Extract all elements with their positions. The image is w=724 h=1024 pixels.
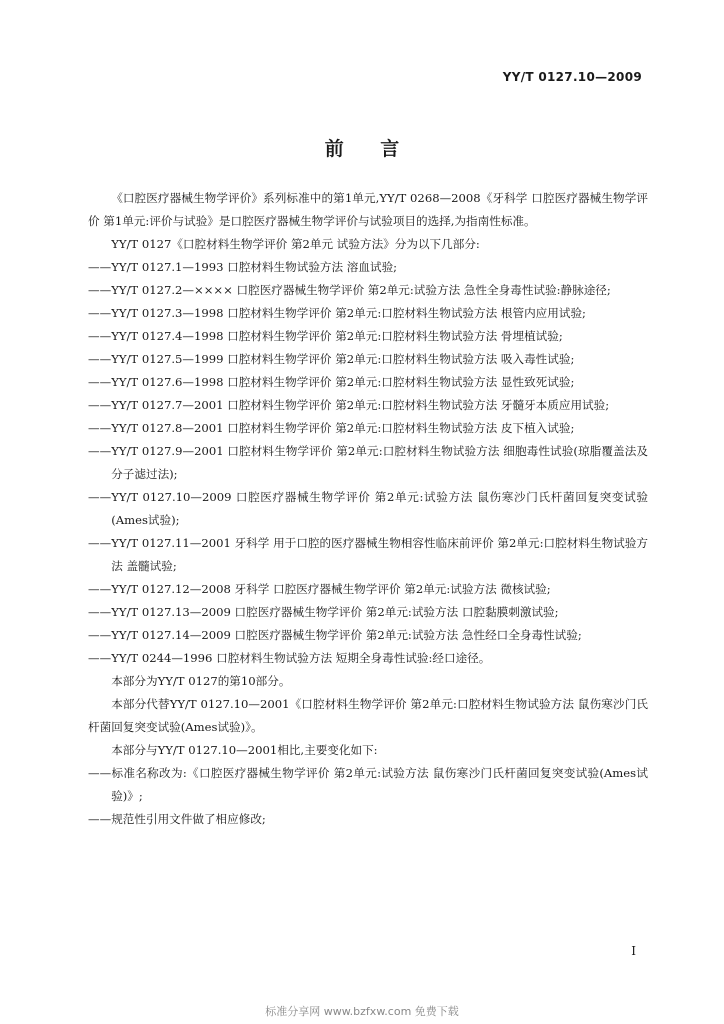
list-item: ——YY/T 0127.1—1993 口腔材料生物试验方法 溶血试验; [88,260,398,274]
closing-paragraph-3: 本部分与YY/T 0127.10—2001相比,主要变化如下: [111,743,378,757]
list-item: ——YY/T 0127.12—2008 牙科学 口腔医疗器械生物学评价 第2单元:试验方法 微核试验; [88,582,551,596]
intro-paragraph-1: 《口腔医疗器械生物学评价》系列标准中的第1单元,YY/T 0268—2008《牙科学 口腔医疗器械生物学评价 第1单元:评价与试验》是口腔医疗器械生物学评价与试验项目的选择,为指南性标准。 [88,191,648,228]
parts-list [88,256,648,670]
list-item: ——YY/T 0127.6—1998 口腔材料生物学评价 第2单元:口腔材料生物试验方法 显性致死试验; [88,375,575,389]
list-item: ——YY/T 0127.2—×××× 口腔医疗器械生物学评价 第2单元:试验方法 急性全身毒性试验:静脉途径; [88,283,611,297]
list-item: ——YY/T 0127.14—2009 口腔医疗器械生物学评价 第2单元:试验方法 急性经口全身毒性试验; [88,628,582,642]
list-item: ——YY/T 0244—1996 口腔材料生物试验方法 短期全身毒性试验:经口途径。 [88,651,491,665]
list-item: ——YY/T 0127.7—2001 口腔材料生物学评价 第2单元:口腔材料生物试验方法 牙髓牙本质应用试验; [88,398,610,412]
standard-code: YY/T 0127.10—2009 [502,70,642,84]
list-item: ——YY/T 0127.11—2001 牙科学 用于口腔的医疗器械生物相容性临床前评价 第2单元:口腔材料生物试验方法 盖髓试验; [88,536,648,573]
list-item: ——YY/T 0127.3—1998 口腔材料生物学评价 第2单元:口腔材料生物试验方法 根管内应用试验; [88,306,586,320]
page-number: I [631,944,636,958]
list-item: ——YY/T 0127.9—2001 口腔材料生物学评价 第2单元:口腔材料生物试验方法 细胞毒性试验(琼脂覆盖法及分子滤过法); [88,444,648,481]
list-item: ——YY/T 0127.10—2009 口腔医疗器械生物学评价 第2单元:试验方法 鼠伤寒沙门氏杆菌回复突变试验(Ames试验); [88,490,648,527]
closing-paragraph-2: 本部分代替YY/T 0127.10—2001《口腔材料生物学评价 第2单元:口腔材料生物试验方法 鼠伤寒沙门氏杆菌回复突变试验(Ames试验)》。 [88,697,648,734]
list-item: ——YY/T 0127.4—1998 口腔材料生物学评价 第2单元:口腔材料生物试验方法 骨埋植试验; [88,329,563,343]
intro-paragraph-2: YY/T 0127《口腔材料生物学评价 第2单元 试验方法》分为以下几部分: [111,237,480,251]
list-item: ——YY/T 0127.8—2001 口腔材料生物学评价 第2单元:口腔材料生物试验方法 皮下植入试验; [88,421,575,435]
list-item: ——标准名称改为:《口腔医疗器械生物学评价 第2单元:试验方法 鼠伤寒沙门氏杆菌回复突变试验(Ames试验)》; [88,766,648,803]
watermark-footer: 标准分享网 www.bzfxw.com 免费下载 [265,1005,459,1018]
list-item: ——YY/T 0127.13—2009 口腔医疗器械生物学评价 第2单元:试验方法 口腔黏膜刺激试验; [88,605,559,619]
page-title: 前 言 [324,138,400,160]
closing-paragraph-1: 本部分为YY/T 0127的第10部分。 [111,674,291,688]
foreword-body [88,187,648,831]
list-item: ——YY/T 0127.5—1999 口腔材料生物学评价 第2单元:口腔材料生物试验方法 吸入毒性试验; [88,352,575,366]
list-item: ——规范性引用文件做了相应修改; [88,812,266,826]
changes-list [88,762,648,831]
